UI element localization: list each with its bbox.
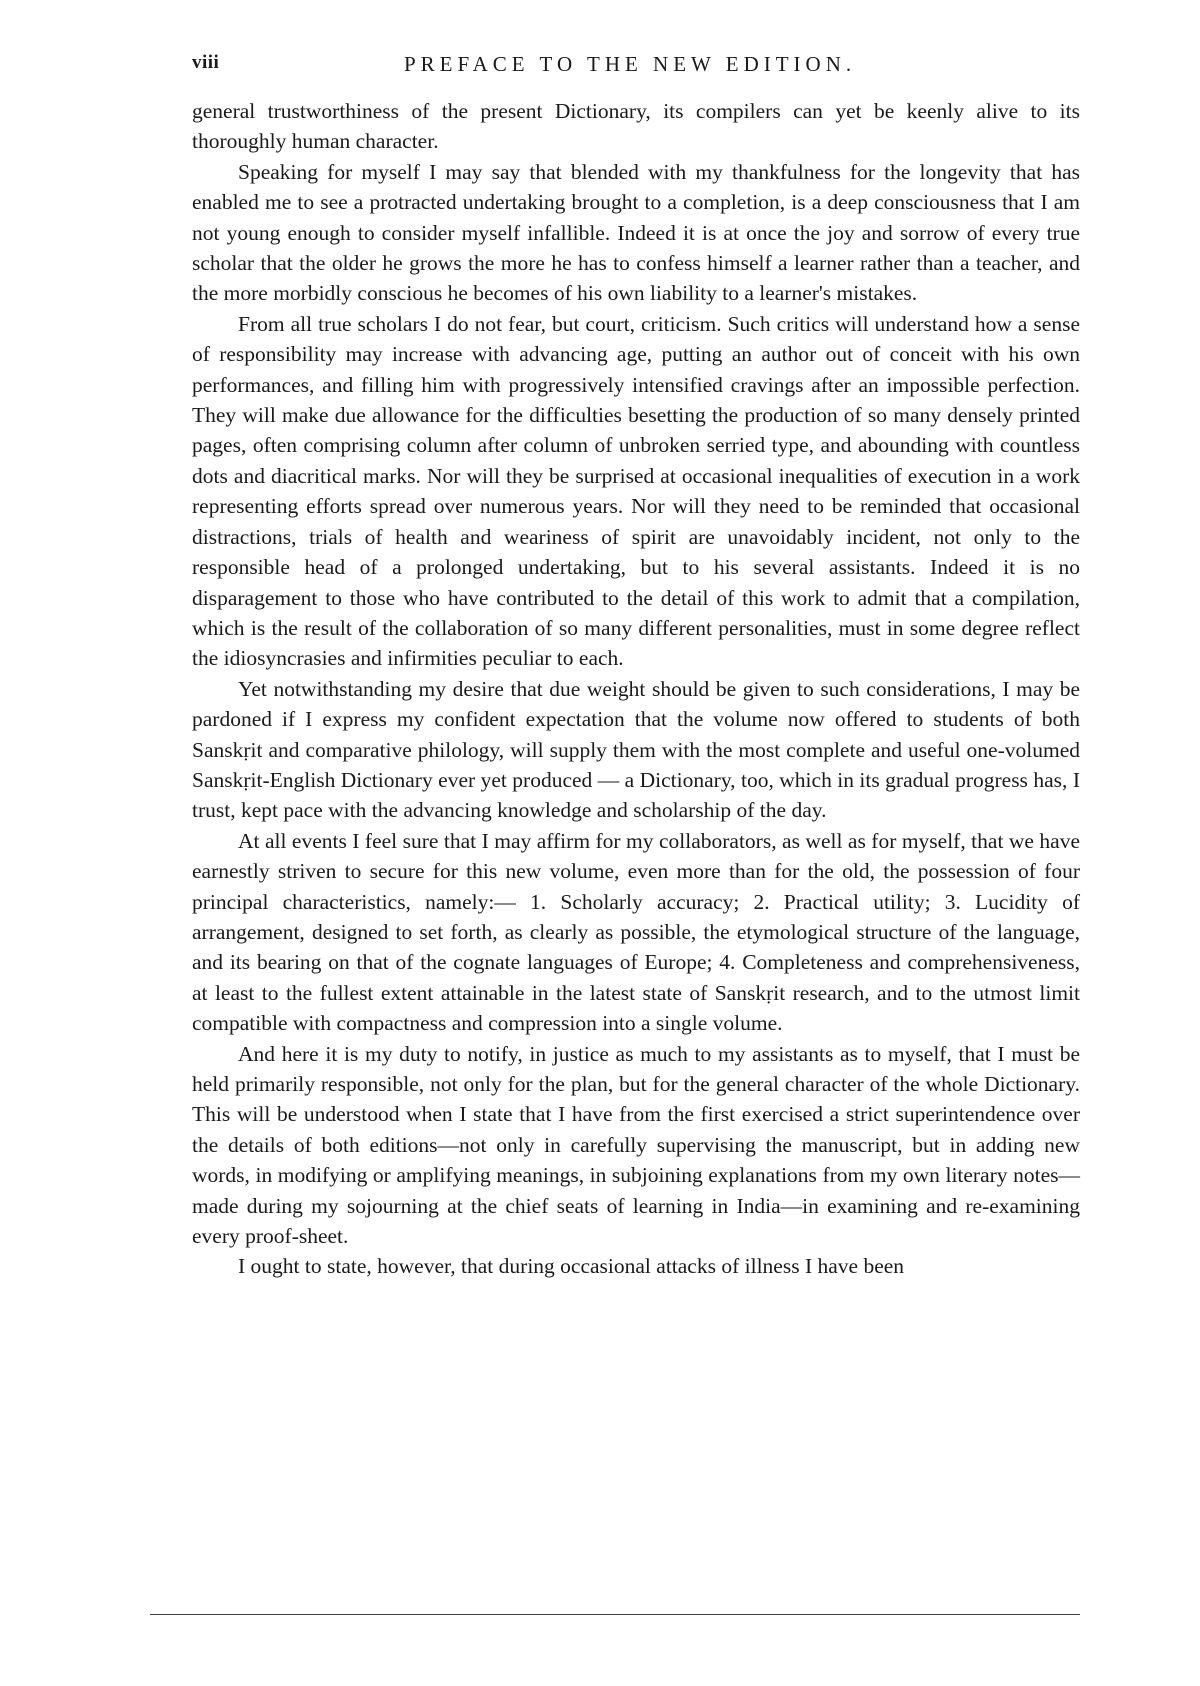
footer-rule bbox=[150, 1614, 1080, 1615]
paragraph: Speaking for myself I may say that blended with my thankfulness for the longevity that has enabled me to see a protracted undertaking brought to a completion, is a deep consciousness that I am not young enough to consider myself infallible. Indeed it is at once the joy and sorrow of every true scholar that the older he grows the more he has to confess himself a learner rather than a teacher, and the more morbidly conscious he becomes of his own liability to a learner's mistakes. bbox=[192, 159, 1080, 306]
paragraph: At all events I feel sure that I may affirm for my collaborators, as well as for myself, that we have earnestly striven to secure for this new volume, even more than for the old, the possession of four principal characteristics, namely:— 1. Scholarly accuracy; 2. Practical utility; 3. Lucidity of arrangement, designed to set forth, as clearly as possible, the etymological structure of the language, and its bearing on that of the cognate languages of Europe; 4. Completeness and comprehensiveness, at least to the fullest extent attainable in the latest state of Sanskṛit research, and to the utmost limit compatible with compactness and compression into a single volume. bbox=[192, 828, 1080, 1036]
paragraph-last-line: I ought to state, however, that during occasional attacks of illness I have been bbox=[238, 1254, 905, 1279]
body-text bbox=[192, 96, 1080, 1282]
running-title: PREFACE TO THE NEW EDITION. bbox=[404, 52, 857, 76]
paragraph: Yet notwithstanding my desire that due weight should be given to such considerations, I may be pardoned if I express my confident expectation that the volume now offered to students of both Sanskṛit and comparative philology, will supply them with the most complete and useful one-volumed Sanskṛit-English Dictionary ever yet produced — a Dictionary, too, which in its gradual progress has, I trust, kept pace with the advancing knowledge and scholarship of the day. bbox=[192, 676, 1080, 823]
page-number: viii bbox=[192, 52, 220, 73]
page-header bbox=[192, 52, 1080, 82]
paragraph: And here it is my duty to notify, in justice as much to my assistants as to myself, that I must be held primarily responsible, not only for the plan, but for the general character of the whole Dictionary. This will be understood when I state that I have from the first exercised a strict superintendence over the details of both editions—not only in carefully supervising the manuscript, but in adding new words, in modifying or amplifying meanings, in subjoining explanations from my own literary notes—made during my sojourning at the chief seats of learning in India—in examining and re-examining every proof-sheet. bbox=[192, 1041, 1080, 1249]
paragraph: From all true scholars I do not fear, but court, criticism. Such critics will understand how a sense of responsibility may increase with advancing age, putting an author out of conceit with his own performances, and filling him with progressively intensified cravings after an impossible perfection. They will make due allowance for the difficulties besetting the production of so many densely printed pages, often comprising column after column of unbroken serried type, and abounding with countless dots and diacritical marks. Nor will they be surprised at occasional inequalities of execution in a work representing efforts spread over numerous years. Nor will they need to be reminded that occasional distractions, trials of health and weariness of spirit are unavoidably incident, not only to the responsible head of a prolonged undertaking, but to his several assistants. Indeed it is no disparagement to those who have contributed to the detail of this work to admit that a compilation, which is the result of the collaboration of so many different personalities, must in some degree reflect the idiosyncrasies and infirmities peculiar to each. bbox=[192, 311, 1080, 671]
paragraph-continuation: general trustworthiness of the present Dictionary, its compilers can yet be keenly alive to its thoroughly human character. bbox=[192, 99, 1080, 154]
